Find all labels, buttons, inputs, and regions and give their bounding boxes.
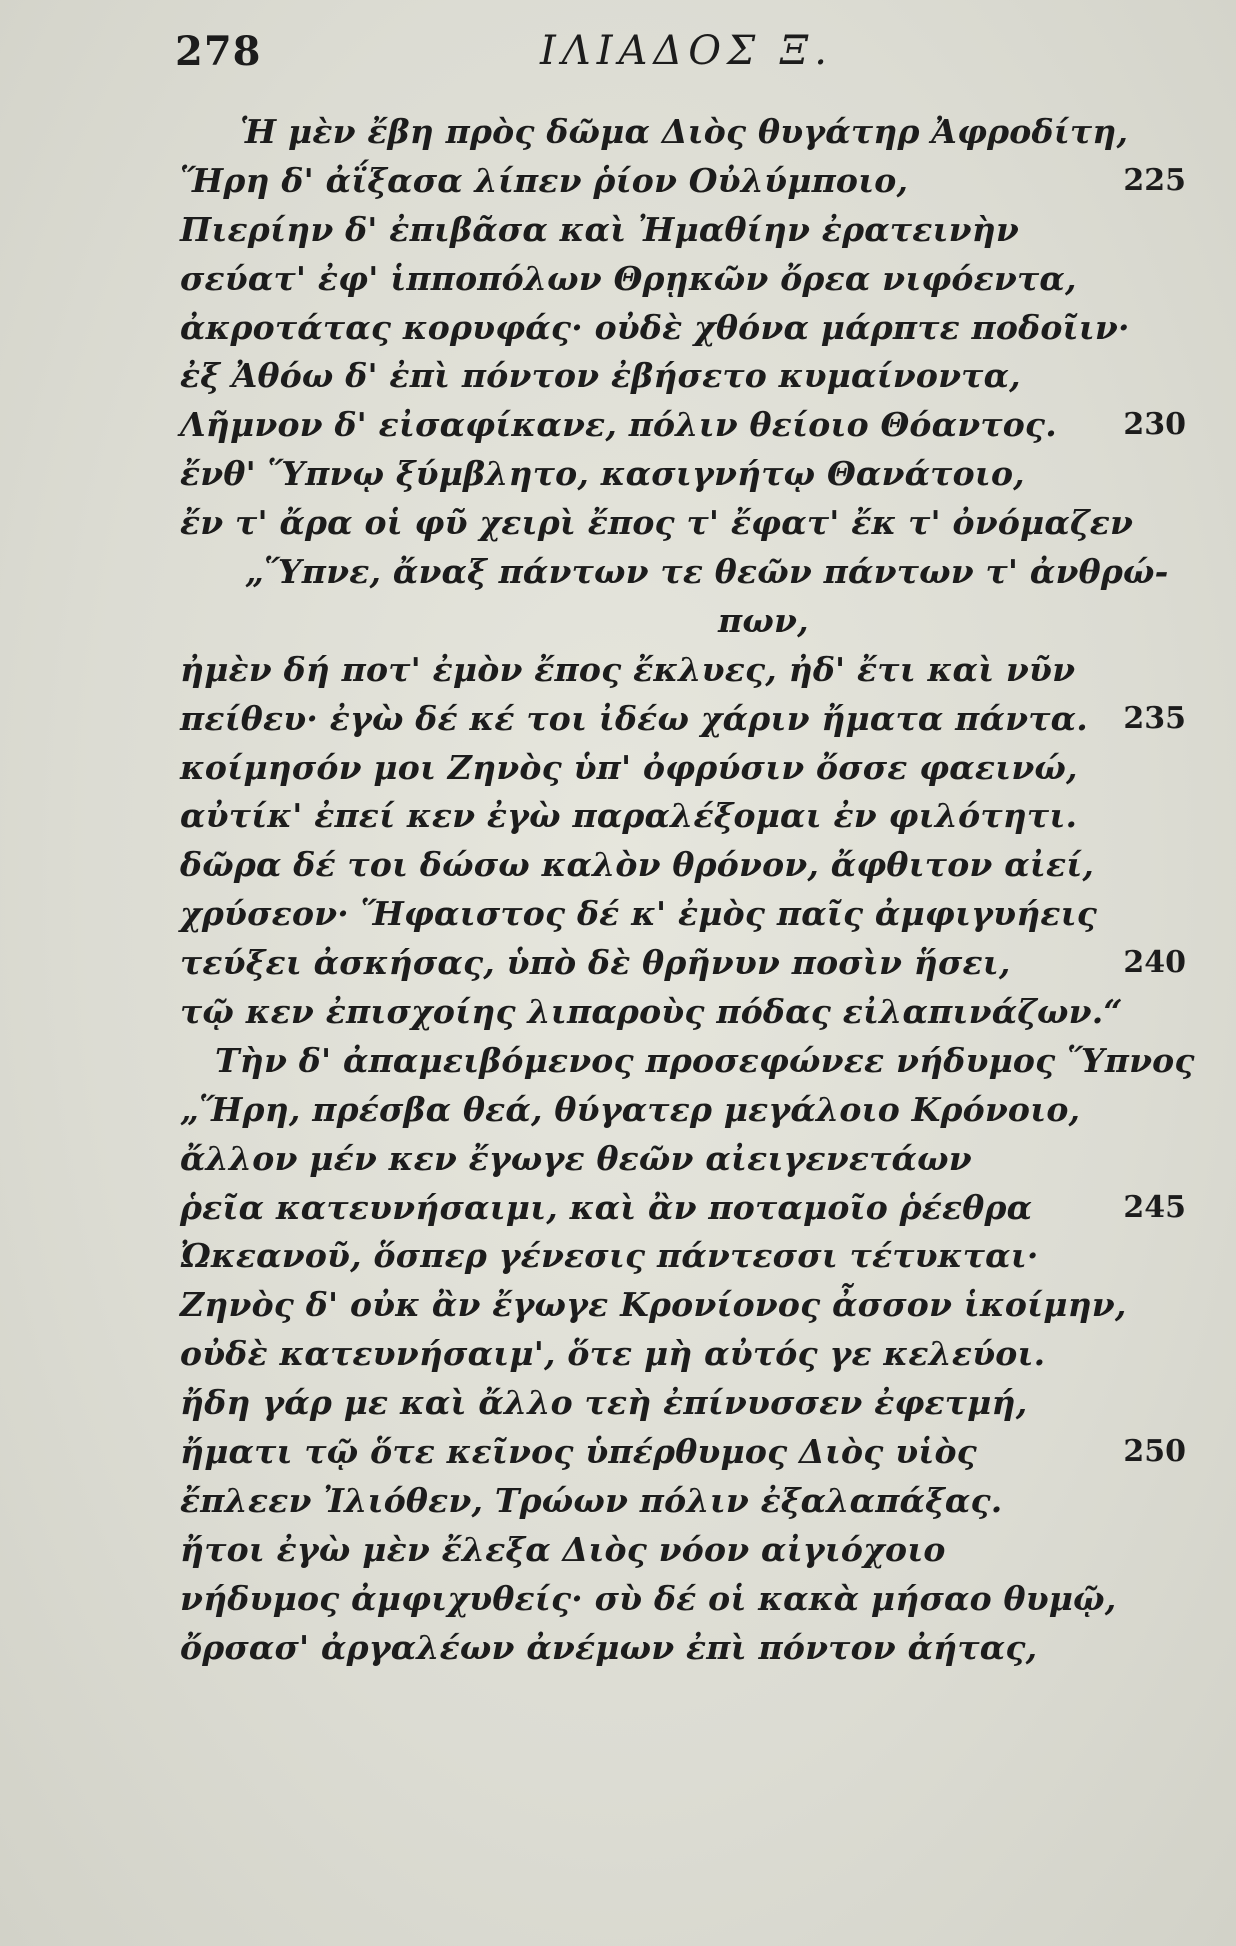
page-number: 278 [175, 28, 262, 75]
verse-text-line: ἀκροτάτας κορυφάς· οὐδὲ χθόνα μάρπτε ποδοῖιν· [180, 307, 1130, 347]
verse-line [0, 744, 1236, 793]
verse-text-line: Ἥρη δ' ἀΐξασα λίπεν ῥίον Οὐλύμποιο, [180, 160, 909, 200]
verse-text-line: Λῆμνον δ' εἰσαφίκανε, πόλιν θείοιο Θόαντος. [180, 405, 1057, 445]
verse-text-line: ὄρσασ' ἀργαλέων ἀνέμων ἐπὶ πόντον ἀήτας, [180, 1627, 1038, 1667]
page-header [0, 28, 1236, 88]
verse-line [0, 108, 1236, 157]
verse-line [0, 1575, 1236, 1624]
verse-text-line: νήδυμος ἀμφιχυθείς· σὺ δέ οἱ κακὰ μήσαο θυμῷ, [180, 1578, 1117, 1618]
verse-text-line: χρύσεον· Ἥφαιστος δέ κ' ἐμὸς παῖς ἀμφιγυήεις [180, 894, 1098, 934]
verse-text-line: Ἡ μὲν ἔβη πρὸς δῶμα Διὸς θυγάτηρ Ἀφροδίτη, [240, 112, 1129, 151]
verse-line [0, 401, 1236, 450]
verse-line [0, 646, 1236, 695]
verse-text-line: „Ὕπνε, ἄναξ πάντων τε θεῶν πάντων τ' ἀνθρώ- [245, 552, 1169, 592]
verse-text-line: ἄλλον μέν κεν ἔγωγε θεῶν αἰειγενετάων [180, 1138, 972, 1178]
verse-line [0, 1624, 1236, 1673]
verse-line [0, 890, 1236, 939]
line-number: 235 [1123, 700, 1186, 736]
verse-line [0, 255, 1236, 304]
verse-line [0, 841, 1236, 890]
verse-text-line: πείθευ· ἐγὼ δέ κέ τοι ἰδέω χάριν ἤματα πάντα. [180, 698, 1088, 738]
verse-text-line: οὐδὲ κατευνήσαιμ', ὅτε μὴ αὐτός γε κελεύοι. [180, 1334, 1046, 1374]
verse-text-line: Ὠκεανοῦ, ὅσπερ γένεσις πάντεσσι τέτυκται· [180, 1236, 1039, 1276]
verse-text-line: πων, [718, 600, 809, 640]
verse-text-line: τῷ κεν ἐπισχοίης λιπαροὺς πόδας εἰλαπινάζων.“ [180, 992, 1123, 1032]
verse-line [0, 1330, 1236, 1379]
line-number: 250 [1123, 1434, 1186, 1470]
verse-text-line: Ζηνὸς δ' οὐκ ἂν ἔγωγε Κρονίονος ἆσσον ἱκοίμην, [180, 1285, 1127, 1325]
verse-line [0, 939, 1236, 988]
verse-text-line: αὐτίκ' ἐπεί κεν ἐγὼ παραλέξομαι ἐν φιλότητι. [180, 796, 1078, 836]
verse-line [0, 1428, 1236, 1477]
verse-text-line: κοίμησόν μοι Ζηνὸς ὑπ' ὀφρύσιν ὄσσε φαεινώ, [180, 747, 1078, 787]
verse-line [0, 988, 1236, 1037]
verse-line [0, 792, 1236, 841]
line-number: 230 [1123, 407, 1186, 443]
line-number: 225 [1123, 162, 1186, 198]
verse-text-line: δῶρα δέ τοι δώσω καλὸν θρόνον, ἄφθιτον αἰεί, [180, 845, 1095, 885]
verse-text-line: Τὴν δ' ἀπαμειβόμενος προσεφώνεε νήδυμος Ὕπνος [215, 1040, 1195, 1080]
verse-line [0, 157, 1236, 206]
verse-text-line: ἤδη γάρ με καὶ ἄλλο τεὴ ἐπίνυσσεν ἐφετμή, [180, 1383, 1028, 1423]
verse-text-line: ἔνθ' Ὕπνῳ ξύμβλητο, κασιγνήτῳ Θανάτοιο, [180, 454, 1025, 494]
verse-text-line: ἤτοι ἐγὼ μὲν ἔλεξα Διὸς νόον αἰγιόχοιο [180, 1529, 946, 1569]
verse-text-line: ἠμὲν δή ποτ' ἐμὸν ἔπος ἔκλυες, ἠδ' ἔτι καὶ νῦν [180, 649, 1076, 689]
verse-line [0, 450, 1236, 499]
verse-text-line: „Ἥρη, πρέσβα θεά, θύγατερ μεγάλοιο Κρόνοιο, [180, 1089, 1081, 1129]
verse-line [0, 695, 1236, 744]
verse-line [0, 1526, 1236, 1575]
verse-line [0, 1135, 1236, 1184]
running-title: ΙΛΙΑΔΟΣ Ξ. [540, 28, 833, 74]
verse-text-line: σεύατ' ἐφ' ἱπποπόλων Θρῃκῶν ὄρεα νιφόεντα, [180, 258, 1077, 298]
verse-line [0, 1379, 1236, 1428]
verse-line [0, 206, 1236, 255]
verse-line [0, 597, 1236, 646]
verse-line [0, 499, 1236, 548]
verse-text-line: ἐξ Ἀθόω δ' ἐπὶ πόντον ἐβήσετο κυμαίνοντα, [180, 356, 1021, 396]
line-number: 240 [1123, 945, 1186, 981]
verse-text-line: ῥεῖα κατευνήσαιμι, καὶ ἂν ποταμοῖο ῥέεθρα [180, 1187, 1033, 1227]
verse-text-line: τεύξει ἀσκήσας, ὑπὸ δὲ θρῆνυν ποσὶν ἥσει, [180, 943, 1011, 983]
verse-line [0, 1086, 1236, 1135]
verse-text-line: ἔν τ' ἄρα οἱ φῦ χειρὶ ἔπος τ' ἔφατ' ἔκ τ' ὀνόμαζεν [180, 503, 1134, 543]
verse-line [0, 548, 1236, 597]
verse-line [0, 1037, 1236, 1086]
verse-line [0, 1477, 1236, 1526]
line-number: 245 [1123, 1189, 1186, 1225]
verse-line [0, 1281, 1236, 1330]
verse-line [0, 304, 1236, 353]
verse-text [0, 108, 1236, 1673]
verse-line [0, 1184, 1236, 1233]
verse-text-line: ἔπλεεν Ἰλιόθεν, Τρώων πόλιν ἐξαλαπάξας. [180, 1480, 1003, 1520]
verse-line [0, 352, 1236, 401]
verse-text-line: Πιερίην δ' ἐπιβᾶσα καὶ Ἠμαθίην ἐρατεινὴν [180, 209, 1020, 249]
verse-line [0, 1232, 1236, 1281]
verse-text-line: ἤματι τῷ ὅτε κεῖνος ὑπέρθυμος Διὸς υἱὸς [180, 1432, 977, 1472]
